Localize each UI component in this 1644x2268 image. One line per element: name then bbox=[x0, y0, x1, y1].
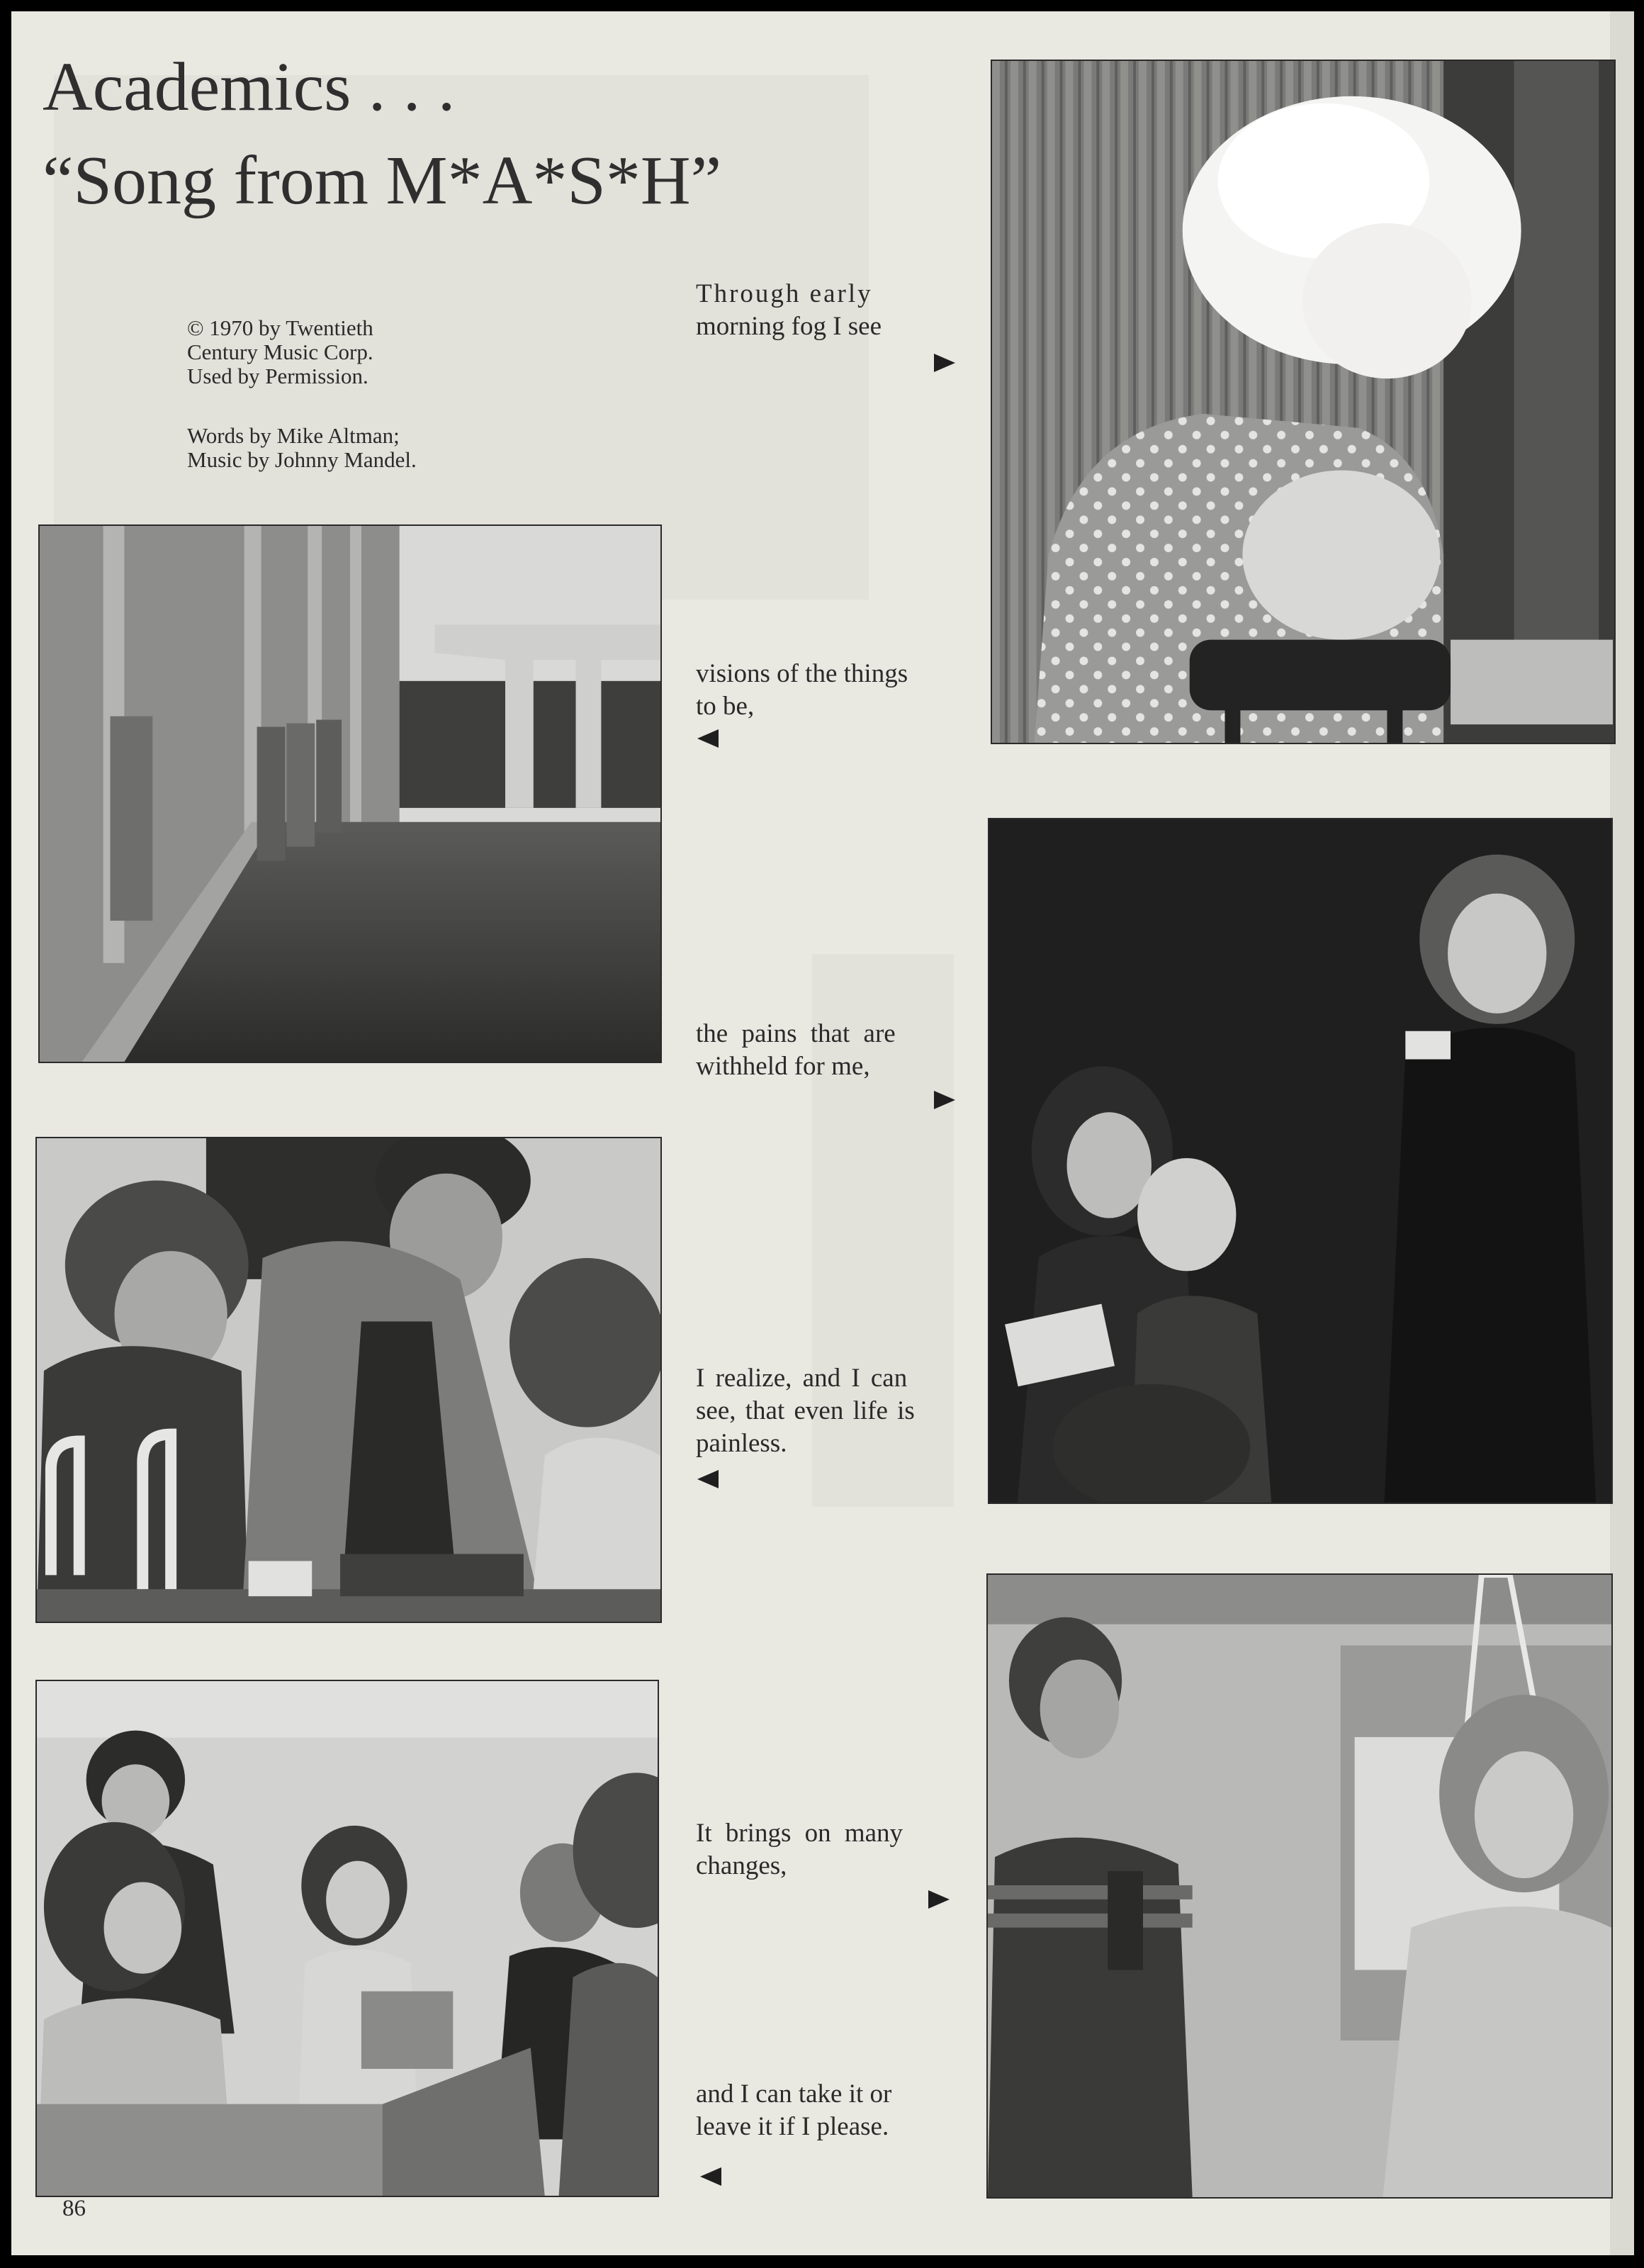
credit-line: © 1970 by Twentieth bbox=[187, 315, 373, 340]
lyric-block-5 bbox=[696, 1817, 965, 1882]
arrow-right-icon bbox=[928, 1890, 950, 1909]
photo-hallway-students bbox=[986, 1573, 1613, 2199]
credit-line: Music by Johnny Mandel. bbox=[187, 447, 417, 472]
lyric-line: to be, bbox=[696, 692, 755, 721]
page-title: Academics . . . bbox=[43, 49, 456, 125]
lyric-line: see, that even life is bbox=[696, 1396, 915, 1425]
arrow-right-icon bbox=[934, 354, 955, 372]
lyric-line: the pains that are bbox=[696, 1019, 896, 1048]
lyric-block-2 bbox=[696, 658, 965, 723]
copyright-credit bbox=[187, 316, 373, 388]
page-subtitle: “Song from M*A*S*H” bbox=[43, 142, 722, 219]
lyric-block-3 bbox=[696, 1018, 965, 1083]
lyric-line: Through early bbox=[696, 279, 873, 308]
lyric-line: painless. bbox=[696, 1429, 787, 1458]
arrow-left-icon bbox=[700, 2167, 721, 2186]
yearbook-page bbox=[11, 11, 1634, 2255]
lyric-block-4 bbox=[696, 1362, 965, 1460]
photo-smiling-women-child bbox=[988, 818, 1613, 1504]
authors-credit bbox=[187, 424, 417, 472]
lyric-line: visions of the things bbox=[696, 659, 908, 688]
lyric-line: changes, bbox=[696, 1851, 787, 1880]
lyric-block-1 bbox=[696, 278, 965, 343]
lyric-line: leave it if I please. bbox=[696, 2112, 889, 2141]
lyric-line: and I can take it or bbox=[696, 2079, 892, 2109]
photo-reflecting-pool bbox=[38, 524, 662, 1063]
photo-science-lab bbox=[35, 1137, 662, 1623]
photo-clown-portrait bbox=[991, 60, 1616, 744]
photo-students-group bbox=[35, 1680, 659, 2197]
lyric-line: It brings on many bbox=[696, 1819, 903, 1848]
arrow-right-icon bbox=[934, 1091, 955, 1109]
arrow-left-icon bbox=[697, 1470, 719, 1488]
arrow-left-icon bbox=[697, 729, 719, 748]
lyric-line: I realize, and I can bbox=[696, 1364, 908, 1393]
page-number: 86 bbox=[62, 2196, 86, 2221]
lyric-line: withheld for me, bbox=[696, 1052, 870, 1081]
credit-line: Century Music Corp. bbox=[187, 339, 373, 364]
lyric-block-6 bbox=[696, 2078, 965, 2143]
lyric-line: morning fog I see bbox=[696, 312, 882, 341]
credit-line: Words by Mike Altman; bbox=[187, 423, 400, 448]
credit-line: Used by Permission. bbox=[187, 364, 368, 388]
